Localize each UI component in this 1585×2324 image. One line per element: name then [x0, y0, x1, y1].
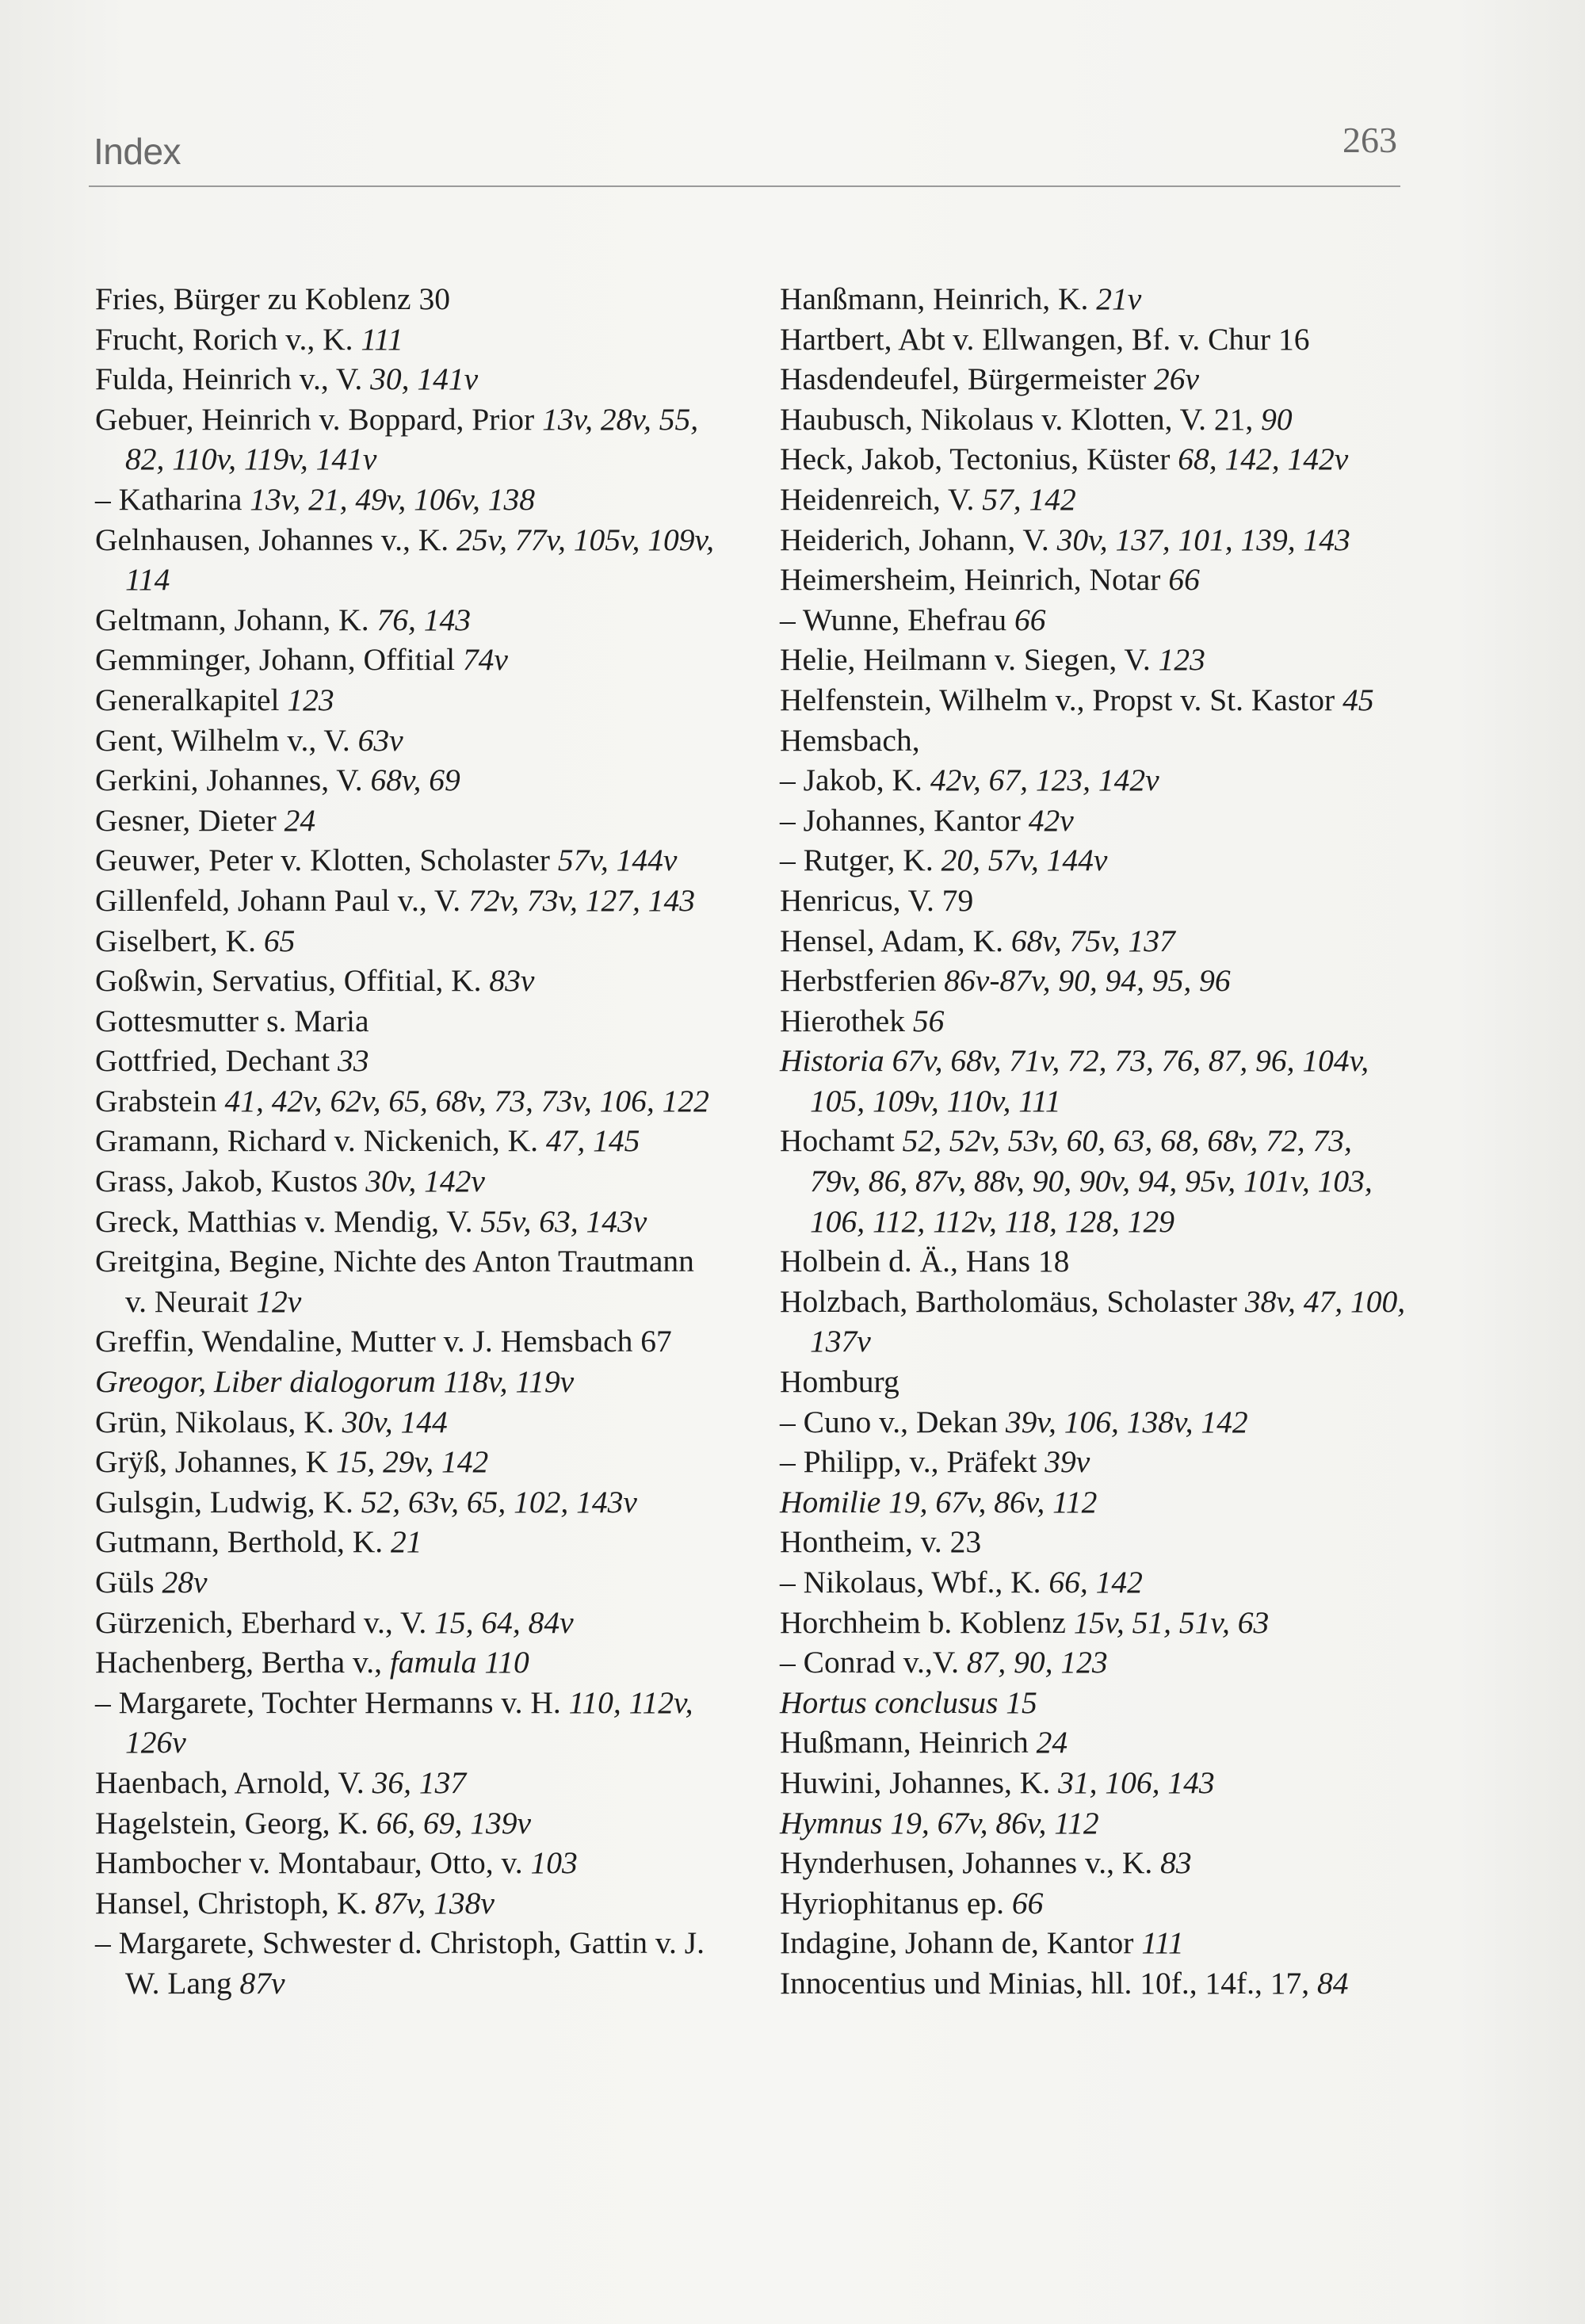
entry-references: 26v: [1154, 361, 1200, 397]
entry-heading: – Wunne, Ehefrau: [780, 602, 1015, 637]
index-column-left: [95, 279, 721, 2004]
entry-references: 21v: [1096, 281, 1142, 316]
entry-heading: Henricus, V. 79: [780, 882, 974, 918]
entry-references: 123: [1158, 642, 1205, 678]
entry-heading: Goßwin, Servatius, Offitial, K.: [95, 963, 490, 999]
entry-references: 56: [912, 1003, 945, 1038]
entry-heading: Heimersheim, Heinrich, Notar: [780, 562, 1169, 598]
index-entry: [95, 1321, 721, 1362]
entry-references: 123: [287, 682, 334, 717]
index-entry: [780, 1402, 1406, 1443]
entry-references: 42v, 67, 123, 142v: [930, 763, 1159, 798]
entry-references: 15, 29v, 142: [335, 1444, 489, 1480]
index-entry: [780, 1041, 1406, 1121]
index-entry: [95, 760, 721, 801]
entry-heading: Hynderhusen, Johannes v., K.: [780, 1845, 1161, 1881]
entry-references: 68v, 69: [370, 763, 460, 798]
index-entry: [95, 1683, 721, 1763]
entry-references: Hortus conclusus 15: [780, 1684, 1037, 1720]
index-entry: [95, 359, 721, 399]
index-entry: [95, 881, 721, 921]
entry-references: 36, 137: [372, 1764, 467, 1800]
entry-heading: Helfenstein, Wilhelm v., Propst v. St. Kastor: [780, 682, 1343, 717]
entry-heading: Generalkapitel: [95, 682, 288, 717]
entry-heading: Geltmann, Johann, K.: [95, 602, 377, 637]
entry-references: 20, 57v, 144v: [941, 843, 1108, 878]
entry-references: Historia 67v, 68v, 71v, 72, 73, 76, 87, 96, 104v, 105, 109v, 110v, 111: [780, 1043, 1369, 1118]
entry-heading: Gesner, Dieter: [95, 802, 285, 838]
entry-references: 68v, 75v, 137: [1010, 923, 1175, 958]
entry-references: 24: [1036, 1725, 1068, 1760]
entry-references: 30v, 144: [342, 1404, 448, 1439]
index-entry: [780, 1803, 1406, 1844]
entry-heading: Hartbert, Abt v. Ellwangen, Bf. v. Chur 16: [780, 321, 1310, 357]
index-entry: [780, 1241, 1406, 1282]
entry-heading: Gulsgin, Ludwig, K.: [95, 1484, 361, 1519]
index-entry: [95, 1402, 721, 1443]
entry-heading: – Nikolaus, Wbf., K.: [780, 1565, 1049, 1600]
entry-heading: Gutmann, Berthold, K.: [95, 1524, 391, 1560]
index-entry: [95, 721, 721, 761]
index-entry: [780, 1883, 1406, 1924]
entry-references: 33: [338, 1043, 369, 1079]
index-entry: [95, 1763, 721, 1803]
entry-heading: Gelnhausen, Johannes v., K.: [95, 522, 456, 557]
index-entry: [95, 1883, 721, 1924]
entry-heading: Gottesmutter s. Maria: [95, 1003, 369, 1038]
entry-references: 25v, 77v, 105v, 109v, 114: [125, 522, 715, 598]
entry-heading: Heck, Jakob, Tectonius, Küster: [780, 441, 1178, 477]
entry-references: 90: [1261, 401, 1293, 437]
entry-heading: Grass, Jakob, Kustos: [95, 1164, 366, 1199]
entry-references: Homilie 19, 67v, 86v, 112: [780, 1484, 1098, 1519]
entry-references: 52, 63v, 65, 102, 143v: [361, 1484, 637, 1519]
page-header: [89, 119, 1400, 187]
entry-references: 57, 142: [982, 481, 1076, 517]
entry-references: 76, 143: [376, 602, 471, 637]
index-entry: [780, 1843, 1406, 1883]
entry-references: famula 110: [389, 1645, 529, 1680]
entry-heading: – Margarete, Tochter Hermanns v. H.: [95, 1684, 569, 1720]
index-entry: [780, 1121, 1406, 1241]
entry-references: 84: [1317, 1965, 1349, 2001]
entry-references: 63v: [357, 722, 403, 758]
index-entry: [780, 520, 1406, 560]
entry-heading: Gebuer, Heinrich v. Boppard, Prior: [95, 401, 543, 437]
index-entry: [780, 921, 1406, 961]
index-entry: [95, 840, 721, 881]
entry-references: 39v: [1045, 1444, 1090, 1480]
index-entry: [780, 600, 1406, 640]
index-entry: [95, 480, 721, 520]
index-entry: [95, 1843, 721, 1883]
entry-heading: Geuwer, Peter v. Klotten, Scholaster: [95, 843, 558, 878]
entry-heading: Gottfried, Dechant: [95, 1043, 338, 1079]
index-entry: [95, 1442, 721, 1482]
entry-heading: Helie, Heilmann v. Siegen, V.: [780, 642, 1159, 678]
index-entry: [95, 1482, 721, 1523]
index-entry: [780, 1923, 1406, 1963]
index-entry: [780, 279, 1406, 319]
entry-references: 66: [1011, 1885, 1044, 1921]
entry-heading: Hasdendeufel, Bürgermeister: [780, 361, 1155, 397]
index-entry: [95, 1121, 721, 1161]
entry-references: 24: [284, 802, 316, 838]
entry-heading: Haenbach, Arnold, V.: [95, 1764, 372, 1800]
entry-references: 103: [530, 1845, 578, 1881]
index-entry: [780, 1683, 1406, 1723]
entry-heading: – Conrad v.,V.: [780, 1645, 967, 1680]
index-entry: [780, 1001, 1406, 1042]
index-entry: [780, 319, 1406, 360]
index-entry: [95, 1562, 721, 1603]
entry-references: 68, 142, 142v: [1178, 441, 1349, 477]
index-entry: [780, 1482, 1406, 1523]
entry-heading: Gillenfeld, Johann Paul v., V.: [95, 882, 469, 918]
entry-references: 30, 141v: [370, 361, 479, 397]
index-entry: [95, 1161, 721, 1202]
entry-heading: Grabstein: [95, 1083, 225, 1118]
entry-heading: Hambocher v. Montabaur, Otto, v.: [95, 1845, 531, 1881]
entry-heading: Hochamt: [780, 1123, 903, 1159]
entry-references: 45: [1342, 682, 1374, 717]
entry-heading: Frucht, Rorich v., K.: [95, 321, 361, 357]
index-entry: [95, 1202, 721, 1242]
index-entry: [95, 1362, 721, 1402]
entry-heading: – Margarete, Schwester d. Christoph, Gattin v. J. W. Lang: [95, 1925, 705, 2001]
entry-heading: Gemminger, Johann, Offitial: [95, 642, 463, 678]
entry-heading: Homburg: [780, 1364, 899, 1400]
index-entry: [780, 640, 1406, 680]
index-entry: [780, 439, 1406, 480]
entry-references: 66: [1168, 562, 1200, 598]
entry-heading: Giselbert, K.: [95, 923, 264, 958]
entry-heading: Hontheim, v. 23: [780, 1524, 982, 1560]
index-entry: [95, 1923, 721, 2003]
entry-references: 66, 142: [1048, 1565, 1143, 1600]
entry-references: 65: [263, 923, 296, 958]
entry-heading: Hierothek: [780, 1003, 913, 1038]
index-entry: [95, 640, 721, 680]
entry-heading: Holzbach, Bartholomäus, Scholaster: [780, 1283, 1245, 1319]
index-entry: [780, 881, 1406, 921]
entry-references: 111: [1141, 1925, 1184, 1961]
index-entry: [95, 921, 721, 961]
entry-references: 66, 69, 139v: [376, 1805, 531, 1840]
index-entry: [780, 480, 1406, 520]
index-entry: [95, 1241, 721, 1321]
entry-references: 30v, 137, 101, 139, 143: [1056, 522, 1350, 557]
entry-references: 87v, 138v: [375, 1885, 495, 1921]
entry-heading: Huwini, Johannes, K.: [780, 1764, 1059, 1800]
entry-heading: Gent, Wilhelm v., V.: [95, 722, 358, 758]
entry-references: 41, 42v, 62v, 65, 68v, 73, 73v, 106, 122: [224, 1083, 709, 1118]
entry-heading: Fries, Bürger zu Koblenz 30: [95, 281, 450, 316]
index-entry: [780, 1763, 1406, 1803]
entry-heading: Heiderich, Johann, V.: [780, 522, 1057, 557]
entry-references: 83: [1160, 1845, 1192, 1881]
index-entry: [780, 1362, 1406, 1402]
entry-references: Greogor, Liber dialogorum 118v, 119v: [95, 1364, 575, 1400]
entry-references: 47, 145: [545, 1123, 640, 1159]
index-entry: [95, 600, 721, 640]
entry-heading: Herbstferien: [780, 963, 945, 999]
index-entry: [780, 1282, 1406, 1362]
entry-heading: Hemsbach,: [780, 722, 920, 758]
entry-heading: Hachenberg, Bertha v.,: [95, 1645, 390, 1680]
entry-references: 31, 106, 143: [1058, 1764, 1215, 1800]
index-entry: [780, 961, 1406, 1001]
index-entry: [780, 1722, 1406, 1763]
entry-heading: Heidenreich, V.: [780, 481, 983, 517]
entry-heading: Hußmann, Heinrich: [780, 1725, 1037, 1760]
index-entry: [95, 1803, 721, 1844]
index-entry: [95, 961, 721, 1001]
index-entry: [780, 721, 1406, 761]
index-entry: [95, 319, 721, 360]
entry-references: 86v-87v, 90, 94, 95, 96: [944, 963, 1231, 999]
entry-references: 38v, 47, 100, 137v: [810, 1283, 1406, 1359]
entry-references: 74v: [462, 642, 508, 678]
entry-references: 52, 52v, 53v, 60, 63, 68, 68v, 72, 73, 79v, 86, 87v, 88v, 90, 90v, 94, 95v, 101v, 103, 106, 112, 112v, 118, 128, 129: [810, 1123, 1373, 1239]
entry-heading: – Cuno v., Dekan: [780, 1404, 1006, 1439]
entry-heading: Gürzenich, Eberhard v., V.: [95, 1604, 435, 1640]
entry-references: 72v, 73v, 127, 143: [468, 882, 696, 918]
entry-heading: Güls: [95, 1565, 162, 1600]
entry-heading: Hensel, Adam, K.: [780, 923, 1011, 958]
index-entry: [780, 1522, 1406, 1562]
entry-references: 66: [1014, 602, 1046, 637]
index-entry: [95, 1603, 721, 1643]
entry-heading: Fulda, Heinrich v., V.: [95, 361, 371, 397]
entry-references: 57v, 144v: [557, 843, 678, 878]
index-entry: [780, 1963, 1406, 2004]
entry-references: 15v, 51, 51v, 63: [1073, 1604, 1270, 1640]
index-entry: [95, 1642, 721, 1683]
entry-heading: Holbein d. Ä., Hans 18: [780, 1244, 1070, 1279]
entry-references: 15, 64, 84v: [434, 1604, 574, 1640]
entry-references: 42v: [1028, 802, 1074, 838]
index-entry: [780, 840, 1406, 881]
index-entry: [95, 399, 721, 480]
index-entry: [780, 560, 1406, 600]
index-entry: [95, 801, 721, 841]
entry-heading: Hyriophitanus ep.: [780, 1885, 1012, 1921]
index-entry: [780, 801, 1406, 841]
index-entry: [780, 1562, 1406, 1603]
entry-heading: Greck, Matthias v. Mendig, V.: [95, 1203, 481, 1239]
page-number: 263: [1342, 120, 1397, 160]
entry-references: 110, 112v, 126v: [125, 1684, 693, 1760]
entry-heading: Greitgina, Begine, Nichte des Anton Trautmann v. Neurait: [95, 1244, 694, 1319]
entry-heading: Horchheim b. Koblenz: [780, 1604, 1074, 1640]
entry-references: 55v, 63, 143v: [480, 1203, 647, 1239]
entry-heading: – Johannes, Kantor: [780, 802, 1029, 838]
entry-references: 13v, 21, 49v, 106v, 138: [250, 481, 536, 517]
index-entry: [780, 1442, 1406, 1482]
index-entry: [780, 399, 1406, 440]
index-entry: [95, 1522, 721, 1562]
entry-references: 111: [361, 321, 403, 357]
entry-heading: Gramann, Richard v. Nickenich, K.: [95, 1123, 546, 1159]
entry-references: 87, 90, 123: [966, 1645, 1108, 1680]
entry-heading: Grün, Nikolaus, K.: [95, 1404, 342, 1439]
entry-references: Hymnus 19, 67v, 86v, 112: [780, 1805, 1099, 1840]
entry-heading: Gerkini, Johannes, V.: [95, 763, 371, 798]
entry-heading: Hansel, Christoph, K.: [95, 1885, 376, 1921]
entry-references: 87v: [239, 1965, 285, 2001]
entry-heading: Grÿß, Johannes, K: [95, 1444, 336, 1480]
entry-heading: – Philipp, v., Präfekt: [780, 1444, 1045, 1480]
index-entry: [95, 520, 721, 600]
index-entry: [95, 1081, 721, 1122]
entry-references: 83v: [489, 963, 535, 999]
entry-references: 39v, 106, 138v, 142: [1005, 1404, 1248, 1439]
entry-heading: – Jakob, K.: [780, 763, 930, 798]
index-entry: [780, 359, 1406, 399]
entry-references: 13v, 28v, 55, 82, 110v, 119v, 141v: [125, 401, 699, 477]
index-entry: [95, 1041, 721, 1081]
index-entry: [95, 680, 721, 721]
entry-heading: Innocentius und Minias, hll. 10f., 14f., 17,: [780, 1965, 1318, 2001]
entry-heading: Hagelstein, Georg, K.: [95, 1805, 376, 1840]
entry-heading: – Rutger, K.: [780, 843, 941, 878]
entry-heading: – Katharina: [95, 481, 250, 517]
index-entry: [95, 279, 721, 319]
index-column-right: [780, 279, 1406, 2004]
index-entry: [780, 760, 1406, 801]
entry-heading: Greffin, Wendaline, Mutter v. J. Hemsbach 67: [95, 1324, 672, 1359]
entry-references: 28v: [162, 1565, 208, 1600]
index-entry: [780, 680, 1406, 721]
index-entry: [780, 1642, 1406, 1683]
index-entry: [780, 1603, 1406, 1643]
entry-heading: Hanßmann, Heinrich, K.: [780, 281, 1097, 316]
running-title: Index: [94, 131, 181, 172]
entry-references: 30v, 142v: [365, 1164, 485, 1199]
entry-heading: Haubusch, Nikolaus v. Klotten, V. 21,: [780, 401, 1262, 437]
entry-heading: Indagine, Johann de, Kantor: [780, 1925, 1142, 1961]
entry-references: 12v: [256, 1283, 302, 1319]
index-entry: [95, 1001, 721, 1042]
entry-references: 21: [391, 1524, 422, 1560]
